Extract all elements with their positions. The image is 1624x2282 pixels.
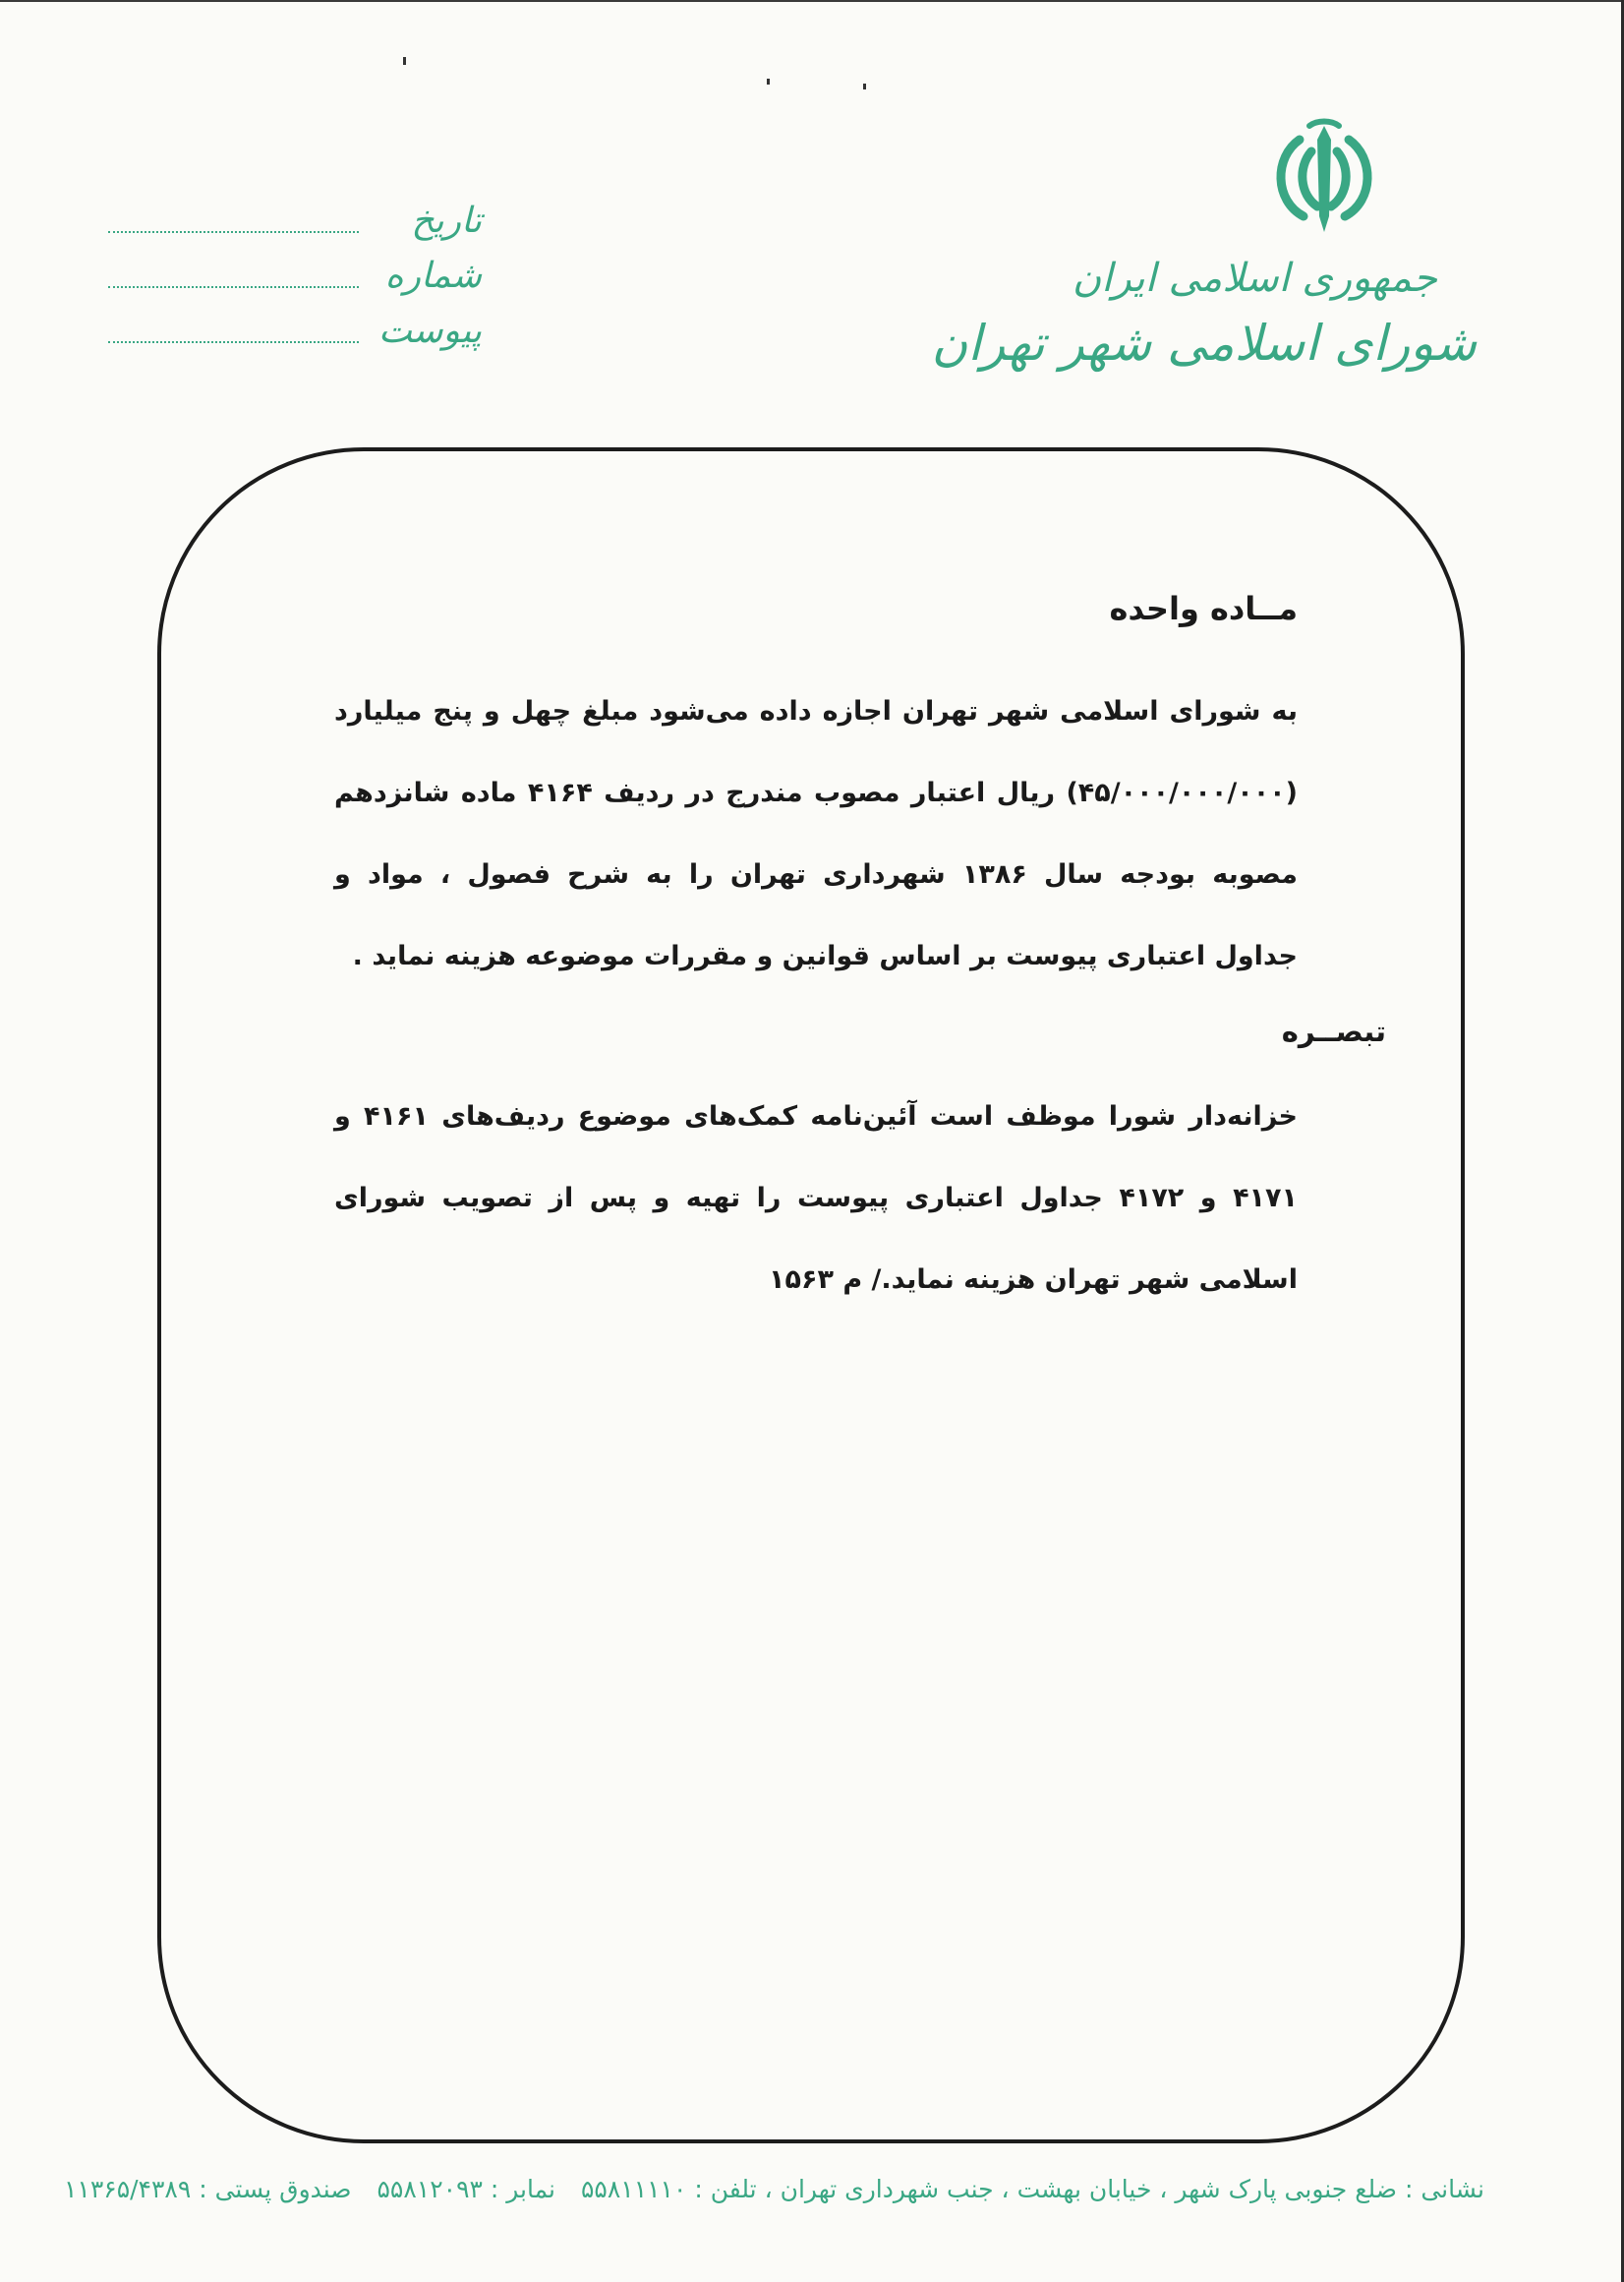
- country-name: جمهوری اسلامی ایران: [1072, 256, 1437, 301]
- note-heading: تبصــره: [1281, 1015, 1386, 1048]
- council-name: شورای اسلامی شهر تهران: [931, 315, 1477, 372]
- scan-speck: [403, 57, 406, 65]
- footer-contact: [63, 2175, 1484, 2203]
- number-field-line[interactable]: [108, 286, 359, 288]
- article-paragraph: به شورای اسلامی شهر تهران اجازه داده می‌شود مبلغ چهل و پنج میلیارد (۴۵/۰۰۰/۰۰۰/۰۰۰) ریال اعتبار مصوب مندرج در ردیف ۴۱۶۴ ماده شانزدهم مصوبه بودجه سال ۱۳۸۶ شهرداری تهران را به شرح فصول ، مواد و جداول اعتباری پیوست بر اساس قوانین و مقررات موضوعه هزینه نماید .: [334, 696, 1298, 971]
- date-field-line[interactable]: [108, 231, 359, 233]
- number-row: [108, 247, 482, 296]
- footer-po-box: صندوق پستی : ۱۱۳۶۵/۴۳۸۹: [63, 2175, 352, 2203]
- iran-emblem-icon: [1260, 118, 1388, 236]
- note-paragraph: خزانه‌دار شورا موظف است آئین‌نامه کمک‌های موضوع ردیف‌های ۴۱۶۱ و ۴۱۷۱ و ۴۱۷۲ جداول اعتباری پیوست را تهیه و پس از تصویب شورای اسلامی شهر تهران هزینه نماید./ م ۱۵۶۳: [334, 1101, 1298, 1295]
- resolution-body: [231, 590, 1386, 1320]
- attachment-label: پیوست: [378, 311, 482, 351]
- footer-address: نشانی : ضلع جنوبی پارک شهر ، خیابان بهشت ، جنب شهرداری تهران ، تلفن : ۵۵۸۱۱۱۱۰: [580, 2175, 1484, 2203]
- attachment-row: [108, 302, 482, 351]
- number-label: شماره: [384, 256, 482, 296]
- scan-edge-top: [0, 0, 1624, 2]
- footer-fax: نمابر : ۵۵۸۱۲۰۹۳: [377, 2175, 556, 2203]
- scan-speck: [767, 79, 770, 85]
- date-row: [108, 192, 482, 241]
- attachment-field-line[interactable]: [108, 341, 359, 343]
- date-label: تاریخ: [411, 201, 482, 241]
- scan-speck: [863, 84, 866, 89]
- article-heading: مــاده واحده: [1109, 590, 1298, 627]
